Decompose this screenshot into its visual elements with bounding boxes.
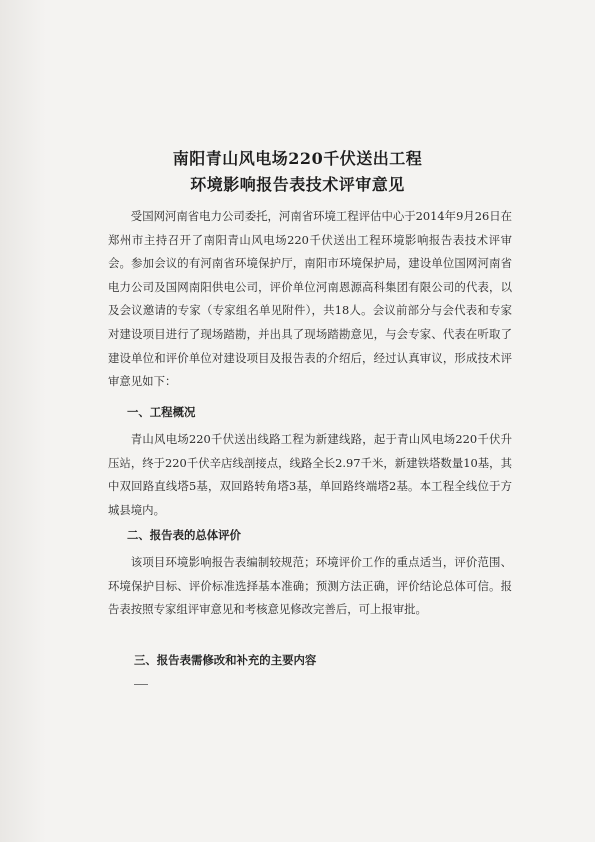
section1-heading: 一、工程概况 [127,405,196,419]
section2-paragraph: 该项目环境影响报告表编制较规范；环境评价工作的重点适当，评价范围、环境保护目标、评价标准选择基本准确；预测方法正确，评价结论总体可信。报告表按照专家组评审意见和考核意见修改完善后，可上报审批。 [108,555,512,617]
scan-shadow [0,0,46,842]
document-title-line2: 环境影响报告表技术评审意见 [190,175,405,194]
section2-heading: 二、报告表的总体评价 [127,528,241,542]
document-title-line1: 南阳青山风电场220千伏送出工程 [172,149,423,168]
section3-heading: 三、报告表需修改和补充的主要内容 [134,653,317,667]
stray-mark [134,684,148,685]
intro-paragraph: 受国网河南省电力公司委托，河南省环境工程评估中心于2014年9月26日在郑州市主持召开了南阳青山风电场220千伏送出工程环境影响报告表技术评审会。参加会议的有河南省环境保护厅，南阳市环境保护局，建设单位国网河南省电力公司及国网南阳供电公司，评价单位河南恩源高科集团有限公司的代表，以及会议邀请的专家（专家组名单见附件），共18人。会议前部分与会代表和专家对建设项目进行了现场踏勘，并出具了现场踏勘意见，与会专家、代表在听取了建设单位和评价单位对建设项目及报告表的介绍后，经过认真审议，形成技术评审意见如下： [108,209,512,389]
section1-paragraph: 青山风电场220千伏送出线路工程为新建线路，起于青山风电场220千伏升压站，终于220千伏辛店线剖接点，线路全长2.97千米，新建铁塔数量10基，其中双回路直线塔5基，双回路转角塔3基，单回路终端塔2基。本工程全线位于方城县境内。 [108,432,512,517]
